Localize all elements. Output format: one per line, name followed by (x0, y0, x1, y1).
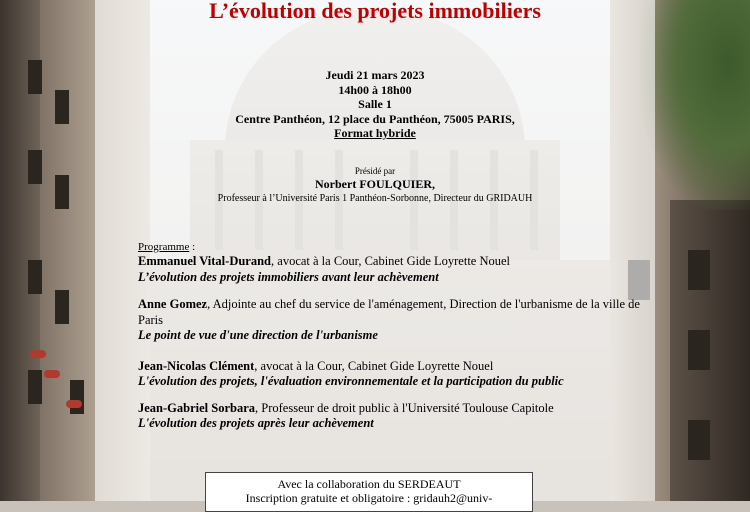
chair-name-comma: , (432, 177, 435, 191)
event-room: Salle 1 (358, 97, 392, 111)
chair-label: Présidé par (354, 166, 396, 176)
program (138, 239, 658, 443)
speaker-topic: L'évolution des projets après leur achèvement (138, 416, 374, 430)
event-info (0, 68, 750, 141)
speaker-item (138, 254, 658, 285)
collab-line-1: Avec la collaboration du SERDEAUT (277, 477, 461, 491)
speaker-name: Emmanuel Vital-Durand (138, 254, 272, 268)
speaker-name: Jean-Gabriel Sorbara (138, 400, 256, 415)
chair-name-text: Norbert FOULQUIER (315, 177, 432, 191)
collaboration-box (205, 472, 533, 512)
speaker-topic: L’évolution des projets immobiliers avant leur achèvement (138, 269, 439, 284)
speaker-name: Jean-Nicolas Clément (138, 358, 255, 373)
collab-line-2: Inscription gratuite et obligatoire : gridauh2@univ- (245, 491, 493, 505)
program-heading (138, 239, 658, 254)
speaker-topic: Le point de vue d'une direction de l'urbanisme (138, 328, 378, 342)
speaker-desc: , Adjointe au chef du service de l'aménagement, Direction de l'urbanisme de la ville de Paris (138, 297, 640, 327)
event-format: Format hybride (334, 126, 416, 140)
speaker-name: Anne Gomez (138, 297, 208, 311)
speaker-topic: L'évolution des projets, l'évaluation environnementale et la participation du public (138, 374, 564, 388)
speaker-item (138, 359, 658, 390)
speaker-item (138, 297, 658, 344)
speaker-desc: , avocat à la Cour, Cabinet Gide Loyrette Nouel (254, 358, 494, 373)
chair-role: Professeur à l’Université Paris 1 Panthéon-Sorbonne, Directeur du GRIDAUH (217, 193, 533, 204)
speaker-desc: , avocat à la Cour, Cabinet Gide Loyrette Nouel (271, 254, 511, 268)
speaker-desc: , Professeur de droit public à l'Université Toulouse Capitole (255, 400, 554, 415)
chair-name (0, 177, 750, 192)
event-time: 14h00 à 18h00 (338, 82, 412, 97)
program-heading-colon: : (189, 241, 196, 253)
page-title: L’évolution des projets immobiliers (209, 0, 541, 23)
event-place: Centre Panthéon, 12 place du Panthéon, 75005 PARIS, (235, 111, 515, 126)
speaker-item (138, 401, 658, 432)
program-heading-label: Programme (138, 241, 190, 253)
event-date: Jeudi 21 mars 2023 (325, 68, 425, 82)
chair-block (0, 166, 750, 205)
